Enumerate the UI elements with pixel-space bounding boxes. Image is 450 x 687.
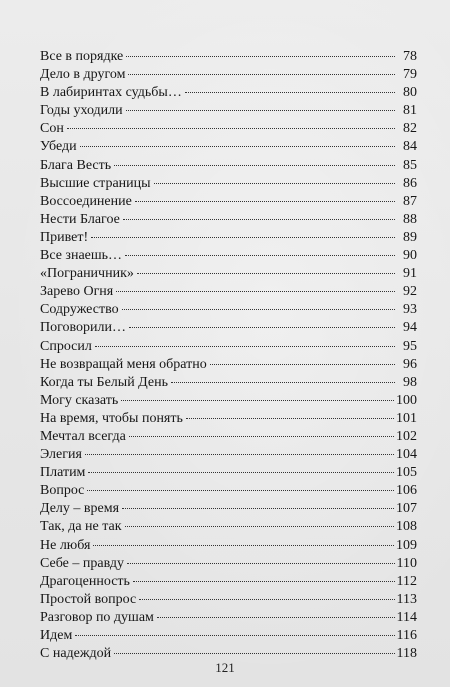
toc-entry xyxy=(40,338,417,356)
toc-entry-page: 84 xyxy=(403,139,417,155)
dot-leader xyxy=(93,545,394,546)
dot-leader xyxy=(85,454,394,455)
dot-leader xyxy=(210,364,395,365)
toc-entry xyxy=(40,482,417,500)
dot-leader xyxy=(88,472,394,473)
toc-entry-page: 79 xyxy=(403,67,417,83)
toc-entry-title: Убеди xyxy=(40,139,77,155)
toc-entry xyxy=(40,247,417,265)
toc-entry-title: С надеждой xyxy=(40,646,112,662)
dot-leader xyxy=(129,436,394,437)
toc-entry xyxy=(40,319,417,337)
toc-entry-page: 102 xyxy=(396,428,417,444)
toc-entry xyxy=(40,555,417,573)
toc-entry-title: Зарево Огня xyxy=(40,284,114,300)
toc-entry xyxy=(40,500,417,518)
toc-entry-title: Содружество xyxy=(40,302,119,318)
toc-entry-page: 80 xyxy=(403,85,417,101)
toc-entry xyxy=(40,66,417,84)
toc-entry-page: 91 xyxy=(403,266,417,282)
toc-entry-page: 116 xyxy=(396,628,417,643)
toc-entry-page: 109 xyxy=(396,537,417,553)
dot-leader xyxy=(137,273,395,274)
toc-entry-page: 107 xyxy=(396,501,417,517)
toc-entry-title: «Пограничник» xyxy=(40,266,134,282)
dot-leader xyxy=(116,291,395,292)
toc-entry-title: Так, да не так xyxy=(40,519,122,535)
toc-entry-page: 82 xyxy=(403,121,417,137)
toc-entry-title: Высшие страницы xyxy=(40,175,151,191)
toc-entry-page: 110 xyxy=(396,555,417,571)
toc-entry xyxy=(40,283,417,301)
dot-leader xyxy=(127,563,395,564)
toc-entry xyxy=(40,356,417,374)
toc-entry-title: Сон xyxy=(40,121,64,137)
toc-entry xyxy=(40,392,417,410)
toc-entry xyxy=(40,537,417,555)
toc-entry-title: Спросил xyxy=(40,338,92,354)
toc-entry-page: 94 xyxy=(403,320,417,336)
toc-entry-title: Мечтал всегда xyxy=(40,428,126,444)
toc-entry xyxy=(40,157,417,175)
toc-entry-page: 108 xyxy=(396,519,417,535)
toc-entry-title: Не любя xyxy=(40,537,91,553)
toc-entry xyxy=(40,48,417,66)
toc-entry-page: 104 xyxy=(396,447,417,463)
toc-entry-title: Все в порядке xyxy=(40,49,124,64)
toc-entry-page: 112 xyxy=(396,573,417,589)
dot-leader xyxy=(87,490,394,491)
dot-leader xyxy=(139,599,394,600)
table-of-contents xyxy=(40,48,417,663)
toc-entry-title: Делу – время xyxy=(40,501,120,517)
toc-entry xyxy=(40,265,417,283)
toc-entry xyxy=(40,464,417,482)
toc-entry-title: Нести Благое xyxy=(40,211,120,227)
toc-entry-page: 95 xyxy=(403,338,417,354)
dot-leader xyxy=(80,146,395,147)
dot-leader xyxy=(129,327,395,328)
toc-entry-page: 118 xyxy=(396,646,417,662)
toc-entry xyxy=(40,446,417,464)
toc-entry xyxy=(40,591,417,609)
toc-entry-page: 101 xyxy=(396,410,417,426)
dot-leader xyxy=(125,255,395,256)
toc-entry xyxy=(40,193,417,211)
toc-entry-page: 81 xyxy=(403,103,417,119)
toc-entry-page: 87 xyxy=(403,193,417,209)
page-number: 121 xyxy=(215,660,235,675)
toc-entry xyxy=(40,428,417,446)
toc-entry-page: 93 xyxy=(403,302,417,318)
toc-entry xyxy=(40,138,417,156)
toc-entry-page: 96 xyxy=(403,356,417,372)
dot-leader xyxy=(186,418,394,419)
toc-entry-page: 89 xyxy=(403,229,417,245)
dot-leader xyxy=(126,110,395,111)
toc-entry-title: Могу сказать xyxy=(40,392,119,408)
toc-entry-title: Не возвращай меня обратно xyxy=(40,356,207,372)
toc-entry-title: Годы уходили xyxy=(40,103,123,119)
toc-entry xyxy=(40,609,417,627)
dot-leader xyxy=(122,508,394,509)
dot-leader xyxy=(114,165,395,166)
toc-entry-title: Дело в другом xyxy=(40,67,126,83)
toc-entry xyxy=(40,410,417,428)
toc-entry xyxy=(40,229,417,247)
toc-entry-title: Разговор по душам xyxy=(40,609,154,625)
toc-entry-title: Элегия xyxy=(40,447,82,463)
toc-entry-title: Блага Весть xyxy=(40,157,112,173)
toc-entry-page: 98 xyxy=(403,374,417,390)
toc-entry xyxy=(40,573,417,591)
toc-entry xyxy=(40,518,417,536)
toc-entry xyxy=(40,374,417,392)
dot-leader xyxy=(128,74,395,75)
toc-entry-page: 105 xyxy=(396,465,417,481)
dot-leader xyxy=(121,400,394,401)
toc-entry-page: 78 xyxy=(403,49,417,64)
dot-leader xyxy=(126,56,395,57)
toc-entry-page: 86 xyxy=(403,175,417,191)
toc-entry-page: 85 xyxy=(403,157,417,173)
toc-entry-title: Все знаешь… xyxy=(40,248,123,264)
toc-entry-page: 114 xyxy=(396,609,417,625)
toc-entry-title: Идем xyxy=(40,628,73,643)
dot-leader xyxy=(135,201,395,202)
toc-entry xyxy=(40,84,417,102)
toc-entry-title: Вопрос xyxy=(40,483,85,499)
toc-entry-page: 100 xyxy=(396,392,417,408)
toc-entry-page: 90 xyxy=(403,248,417,264)
toc-entry-title: В лабиринтах судьбы… xyxy=(40,85,182,101)
toc-entry-title: Когда ты Белый День xyxy=(40,374,168,390)
toc-entry-title: Себе – правду xyxy=(40,555,124,571)
toc-entry xyxy=(40,301,417,319)
dot-leader xyxy=(123,219,395,220)
dot-leader xyxy=(171,382,395,383)
toc-entry-title: Привет! xyxy=(40,229,89,245)
dot-leader xyxy=(114,653,394,654)
dot-leader xyxy=(122,309,395,310)
toc-entry-title: Платим xyxy=(40,465,86,481)
toc-entry xyxy=(40,102,417,120)
toc-entry-title: Поговорили… xyxy=(40,320,126,336)
dot-leader xyxy=(154,183,395,184)
dot-leader xyxy=(91,237,395,238)
toc-entry xyxy=(40,627,417,645)
toc-entry-page: 88 xyxy=(403,211,417,227)
dot-leader xyxy=(67,128,395,129)
dot-leader xyxy=(157,617,395,618)
toc-entry-title: Простой вопрос xyxy=(40,591,137,607)
toc-entry xyxy=(40,120,417,138)
toc-entry-page: 106 xyxy=(396,483,417,499)
toc-entry xyxy=(40,175,417,193)
toc-entry-page: 113 xyxy=(396,591,417,607)
toc-entry-title: Драгоценность xyxy=(40,573,130,589)
dot-leader xyxy=(95,346,395,347)
dot-leader xyxy=(185,92,395,93)
dot-leader xyxy=(125,526,394,527)
toc-entry-title: На время, чтобы понять xyxy=(40,410,183,426)
toc-entry-title: Воссоединение xyxy=(40,193,132,209)
toc-entry-page: 92 xyxy=(403,284,417,300)
toc-entry xyxy=(40,211,417,229)
dot-leader xyxy=(75,635,394,636)
dot-leader xyxy=(133,581,395,582)
